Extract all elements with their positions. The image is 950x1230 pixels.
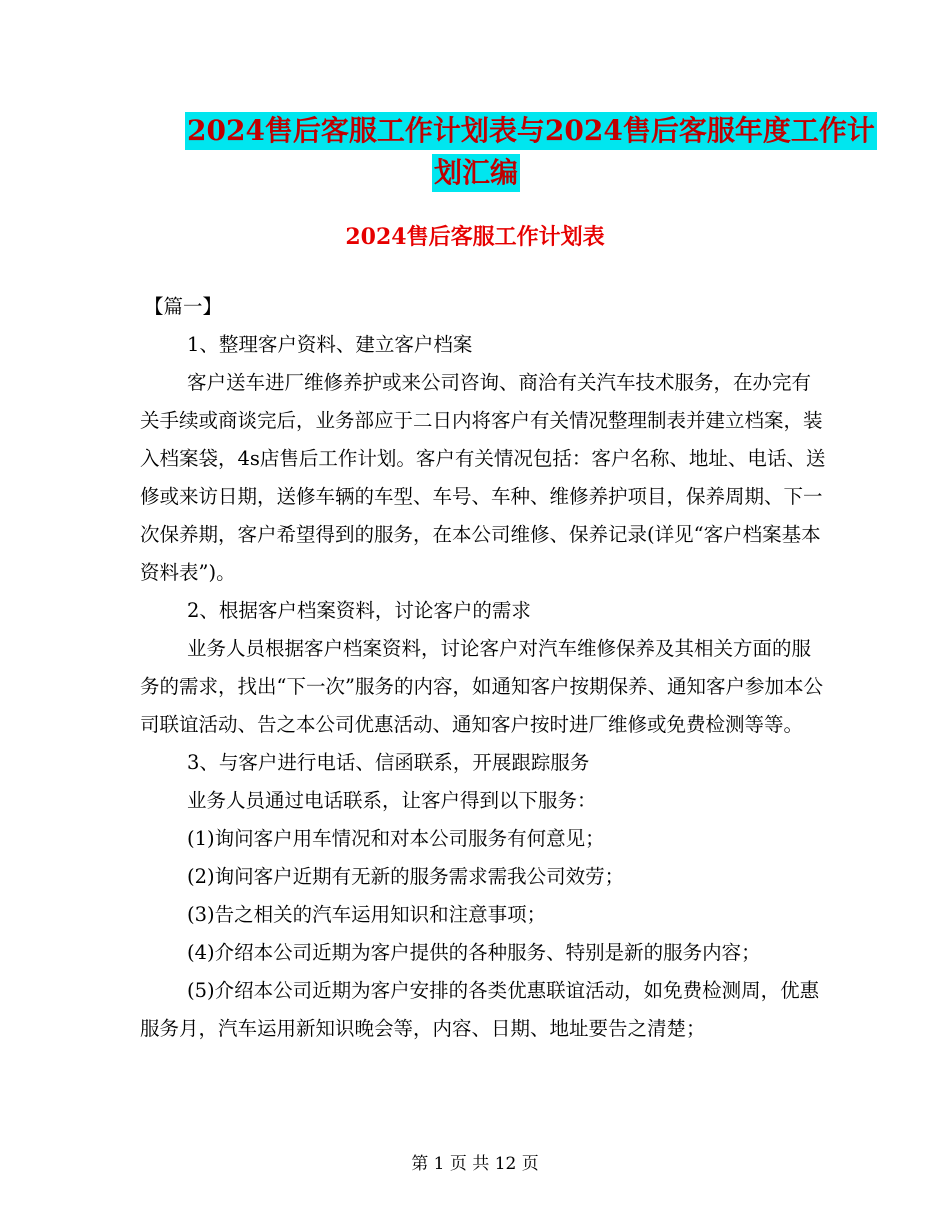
heading-1: 1、整理客户资料、建立客户档案 <box>187 333 473 356</box>
list-item-5: (5)介绍本公司近期为客户安排的各类优惠联谊活动，如免费检测周，优惠服务月，汽车运用新知识晚会等，内容、日期、地址要告之清楚； <box>140 979 820 1040</box>
document-body <box>140 288 830 1048</box>
heading-3: 3、与客户进行电话、信函联系，开展跟踪服务 <box>187 751 590 774</box>
title-line-2: 划汇编 <box>432 154 520 192</box>
title-line-1: 2024售后客服工作计划表与2024售后客服年度工作计 <box>185 112 877 150</box>
heading-2: 2、根据客户档案资料，讨论客户的需求 <box>187 599 531 622</box>
list-item-1: (1)询问客户用车情况和对本公司服务有何意见； <box>187 827 605 850</box>
list-item-2: (2)询问客户近期有无新的服务需求需我公司效劳； <box>187 865 625 888</box>
section-subtitle: 2024售后客服工作计划表 <box>345 224 605 250</box>
list-item-4: (4)介绍本公司近期为客户提供的各种服务、特别是新的服务内容； <box>187 941 761 964</box>
section-label: 【篇一】 <box>144 295 223 318</box>
page-number-footer: 第 1 页 共 12 页 <box>411 1154 539 1174</box>
list-item-3: (3)告之相关的汽车运用知识和注意事项； <box>187 903 547 926</box>
paragraph-3: 业务人员通过电话联系，让客户得到以下服务： <box>187 789 597 812</box>
paragraph-2: 业务人员根据客户档案资料，讨论客户对汽车维修保养及其相关方面的服务的需求，找出“下一次”服务的内容，如通知客户按期保养、通知客户参加本公司联谊活动、告之本公司优惠活动、通知客户按时进厂维修或免费检测等等。 <box>140 637 823 736</box>
paragraph-1: 客户送车进厂维修养护或来公司咨询、商洽有关汽车技术服务，在办完有关手续或商谈完后，业务部应于二日内将客户有关情况整理制表并建立档案，装入档案袋，4s店售后工作计划。客户有关情况包括：客户名称、地址、电话、送修或来访日期，送修车辆的车型、车号、车种、维修养护项目，保养周期、下一次保养期，客户希望得到的服务，在本公司维修、保养记录(详见“客户档案基本资料表”)。 <box>140 371 826 584</box>
